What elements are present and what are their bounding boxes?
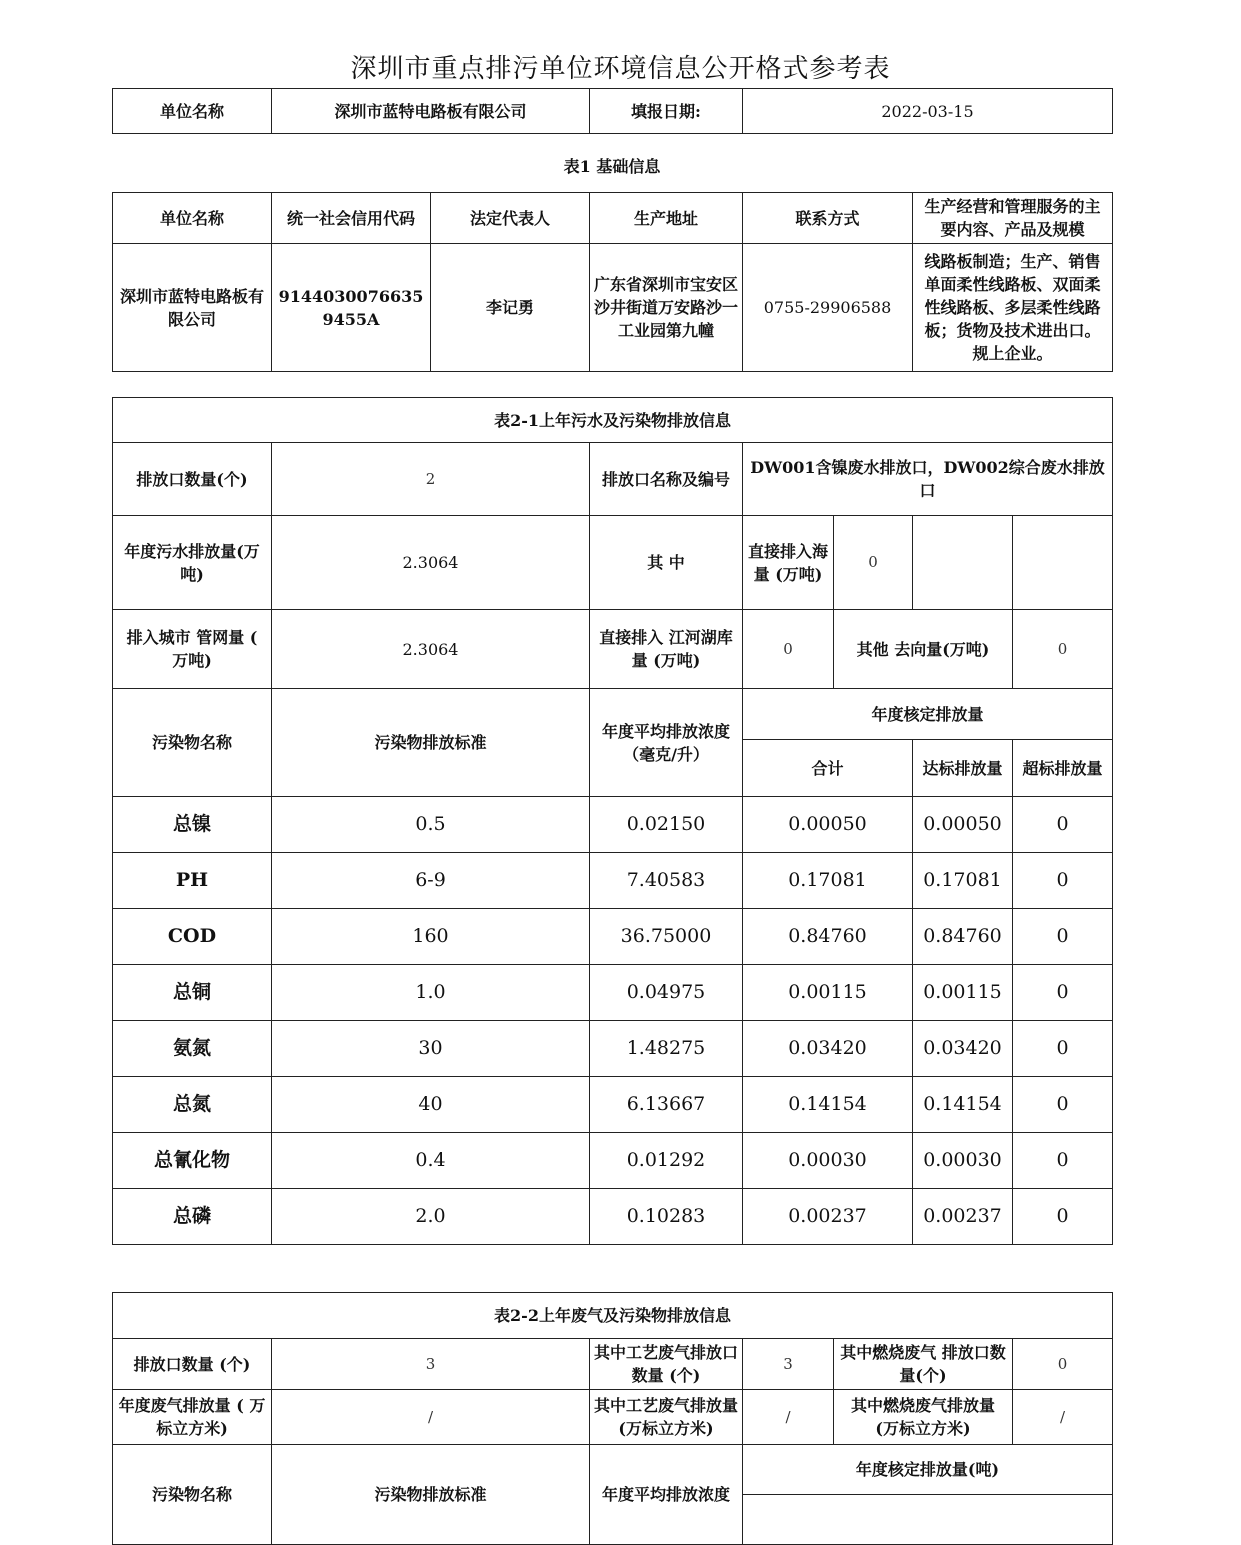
t21-sea-label: 直接排入海量 (万吨) bbox=[743, 516, 834, 610]
t21-empty-1 bbox=[913, 516, 1013, 610]
pollutant-standard: 2.0 bbox=[272, 1189, 590, 1245]
t22-outlet-count-label: 排放口数量 (个) bbox=[113, 1339, 272, 1390]
pollutant-exceed: 0 bbox=[1013, 965, 1113, 1021]
t22-outlet-count: 3 bbox=[272, 1339, 590, 1390]
pollutant-total: 0.00237 bbox=[743, 1189, 913, 1245]
pollutant-name: 总氰化物 bbox=[113, 1133, 272, 1189]
pollutant-standard: 0.5 bbox=[272, 797, 590, 853]
page-title: 深圳市重点排污单位环境信息公开格式参考表 bbox=[350, 54, 891, 84]
pollutant-row bbox=[113, 1077, 1113, 1133]
pollutant-name: 氨氮 bbox=[113, 1021, 272, 1077]
pollutant-compliant: 0.17081 bbox=[913, 853, 1013, 909]
t21-city-value: 2.3064 bbox=[272, 610, 590, 689]
t21-col-annual: 年度核定排放量 bbox=[743, 689, 1113, 740]
t21-sea-value: 0 bbox=[834, 516, 913, 610]
pollutant-exceed: 0 bbox=[1013, 797, 1113, 853]
pollutant-concentration: 6.13667 bbox=[590, 1077, 743, 1133]
date-value: 2022-03-15 bbox=[743, 89, 1113, 134]
t1-header-name: 单位名称 bbox=[113, 193, 272, 244]
pollutant-row bbox=[113, 1133, 1113, 1189]
t21-col-total: 合计 bbox=[743, 740, 913, 797]
t22-process-outlet-label: 其中工艺废气排放口数量 (个) bbox=[590, 1339, 743, 1390]
unit-label: 单位名称 bbox=[113, 89, 272, 134]
t21-annual-value: 2.3064 bbox=[272, 516, 590, 610]
pollutant-standard: 0.4 bbox=[272, 1133, 590, 1189]
t21-outlet-names: DW001含镍废水排放口，DW002综合废水排放口 bbox=[743, 443, 1113, 516]
t21-annual-label: 年度污水排放量(万吨) bbox=[113, 516, 272, 610]
pollutant-total: 0.00050 bbox=[743, 797, 913, 853]
basic-info-table bbox=[112, 192, 1113, 372]
pollutant-exceed: 0 bbox=[1013, 1021, 1113, 1077]
pollutant-standard: 1.0 bbox=[272, 965, 590, 1021]
pollutant-total: 0.84760 bbox=[743, 909, 913, 965]
pollutant-name: 总铜 bbox=[113, 965, 272, 1021]
t21-outlet-count-label: 排放口数量(个) bbox=[113, 443, 272, 516]
pollutant-compliant: 0.14154 bbox=[913, 1077, 1013, 1133]
pollutant-standard: 30 bbox=[272, 1021, 590, 1077]
t21-col-compliant: 达标排放量 bbox=[913, 740, 1013, 797]
t22-process-outlet: 3 bbox=[743, 1339, 834, 1390]
pollutant-concentration: 7.40583 bbox=[590, 853, 743, 909]
t22-combustion-outlet: 0 bbox=[1013, 1339, 1113, 1390]
table1-caption: 表1 基础信息 bbox=[563, 157, 661, 176]
t21-other-value: 0 bbox=[1013, 610, 1113, 689]
pollutant-row bbox=[113, 1189, 1113, 1245]
t22-process-gas: / bbox=[743, 1390, 834, 1445]
date-label: 填报日期: bbox=[590, 89, 743, 134]
t21-other-label: 其他 去向量(万吨) bbox=[834, 610, 1013, 689]
t22-process-gas-label: 其中工艺废气排放量 (万标立方米) bbox=[590, 1390, 743, 1445]
pollutant-standard: 6-9 bbox=[272, 853, 590, 909]
pollutant-name: 总磷 bbox=[113, 1189, 272, 1245]
pollutant-compliant: 0.00050 bbox=[913, 797, 1013, 853]
t1-legal-rep: 李记勇 bbox=[431, 244, 590, 372]
t21-caption: 表2-1上年污水及污染物排放信息 bbox=[113, 398, 1113, 443]
t21-empty-2 bbox=[1013, 516, 1113, 610]
t21-city-label: 排入城市 管网量 ( 万吨) bbox=[113, 610, 272, 689]
pollutant-concentration: 0.02150 bbox=[590, 797, 743, 853]
t21-river-value: 0 bbox=[743, 610, 834, 689]
pollutant-compliant: 0.00115 bbox=[913, 965, 1013, 1021]
header-table bbox=[112, 88, 1113, 134]
pollutant-standard: 40 bbox=[272, 1077, 590, 1133]
pollutant-row bbox=[113, 1021, 1113, 1077]
t1-contact: 0755-29906588 bbox=[743, 244, 913, 372]
pollutant-exceed: 0 bbox=[1013, 1189, 1113, 1245]
pollutant-concentration: 36.75000 bbox=[590, 909, 743, 965]
t1-name: 深圳市蓝特电路板有限公司 bbox=[113, 244, 272, 372]
pollutant-name: 总镍 bbox=[113, 797, 272, 853]
pollutant-concentration: 0.01292 bbox=[590, 1133, 743, 1189]
pollutant-name: PH bbox=[113, 853, 272, 909]
t21-among-label: 其 中 bbox=[590, 516, 743, 610]
t21-outlet-name-label: 排放口名称及编号 bbox=[590, 443, 743, 516]
exhaust-gas-table bbox=[112, 1292, 1113, 1545]
t21-outlet-count: 2 bbox=[272, 443, 590, 516]
pollutant-total: 0.00115 bbox=[743, 965, 913, 1021]
pollutant-name: COD bbox=[113, 909, 272, 965]
t22-annual-gas-label: 年度废气排放量 ( 万标立方米) bbox=[113, 1390, 272, 1445]
pollutant-compliant: 0.84760 bbox=[913, 909, 1013, 965]
pollutant-row bbox=[113, 853, 1113, 909]
t1-header-business: 生产经营和管理服务的主要内容、产品及规模 bbox=[913, 193, 1113, 244]
t22-col-concentration: 年度平均排放浓度 bbox=[590, 1445, 743, 1545]
pollutant-compliant: 0.00237 bbox=[913, 1189, 1013, 1245]
pollutant-exceed: 0 bbox=[1013, 1077, 1113, 1133]
t1-header-address: 生产地址 bbox=[590, 193, 743, 244]
t22-caption: 表2-2上年废气及污染物排放信息 bbox=[113, 1293, 1113, 1339]
t22-col-pollutant: 污染物名称 bbox=[113, 1445, 272, 1545]
t21-col-concentration: 年度平均排放浓度（毫克/升） bbox=[590, 689, 743, 797]
pollutant-row bbox=[113, 965, 1113, 1021]
pollutant-name: 总氮 bbox=[113, 1077, 272, 1133]
pollutant-total: 0.03420 bbox=[743, 1021, 913, 1077]
t1-credit-code: 91440300766359455A bbox=[272, 244, 431, 372]
pollutant-concentration: 0.10283 bbox=[590, 1189, 743, 1245]
t1-header-legal: 法定代表人 bbox=[431, 193, 590, 244]
pollutant-row bbox=[113, 797, 1113, 853]
pollutant-exceed: 0 bbox=[1013, 1133, 1113, 1189]
t21-col-standard: 污染物排放标准 bbox=[272, 689, 590, 797]
t1-address: 广东省深圳市宝安区沙井街道万安路沙一工业园第九幢 bbox=[590, 244, 743, 372]
wastewater-table bbox=[112, 397, 1113, 1245]
pollutant-concentration: 0.04975 bbox=[590, 965, 743, 1021]
pollutant-total: 0.00030 bbox=[743, 1133, 913, 1189]
t21-river-label: 直接排入 江河湖库量 (万吨) bbox=[590, 610, 743, 689]
pollutant-compliant: 0.03420 bbox=[913, 1021, 1013, 1077]
pollutant-standard: 160 bbox=[272, 909, 590, 965]
pollutant-concentration: 1.48275 bbox=[590, 1021, 743, 1077]
pollutant-exceed: 0 bbox=[1013, 909, 1113, 965]
t1-header-credit: 统一社会信用代码 bbox=[272, 193, 431, 244]
t21-col-exceed: 超标排放量 bbox=[1013, 740, 1113, 797]
t22-col-annual: 年度核定排放量(吨) bbox=[743, 1445, 1113, 1495]
t22-combustion-outlet-label: 其中燃烧废气 排放口数量(个) bbox=[834, 1339, 1013, 1390]
t22-subheader bbox=[743, 1495, 1113, 1545]
pollutant-row bbox=[113, 909, 1113, 965]
t22-combustion-gas: / bbox=[1013, 1390, 1113, 1445]
t22-annual-gas: / bbox=[272, 1390, 590, 1445]
t22-col-standard: 污染物排放标准 bbox=[272, 1445, 590, 1545]
pollutant-total: 0.14154 bbox=[743, 1077, 913, 1133]
t1-business: 线路板制造；生产、销售单面柔性线路板、双面柔性线路板、多层柔性线路板；货物及技术进出口。规上企业。 bbox=[913, 244, 1113, 372]
pollutant-exceed: 0 bbox=[1013, 853, 1113, 909]
t1-header-contact: 联系方式 bbox=[743, 193, 913, 244]
pollutant-compliant: 0.00030 bbox=[913, 1133, 1013, 1189]
t22-combustion-gas-label: 其中燃烧废气排放量 (万标立方米) bbox=[834, 1390, 1013, 1445]
pollutant-total: 0.17081 bbox=[743, 853, 913, 909]
t21-col-pollutant: 污染物名称 bbox=[113, 689, 272, 797]
unit-value: 深圳市蓝特电路板有限公司 bbox=[272, 89, 590, 134]
